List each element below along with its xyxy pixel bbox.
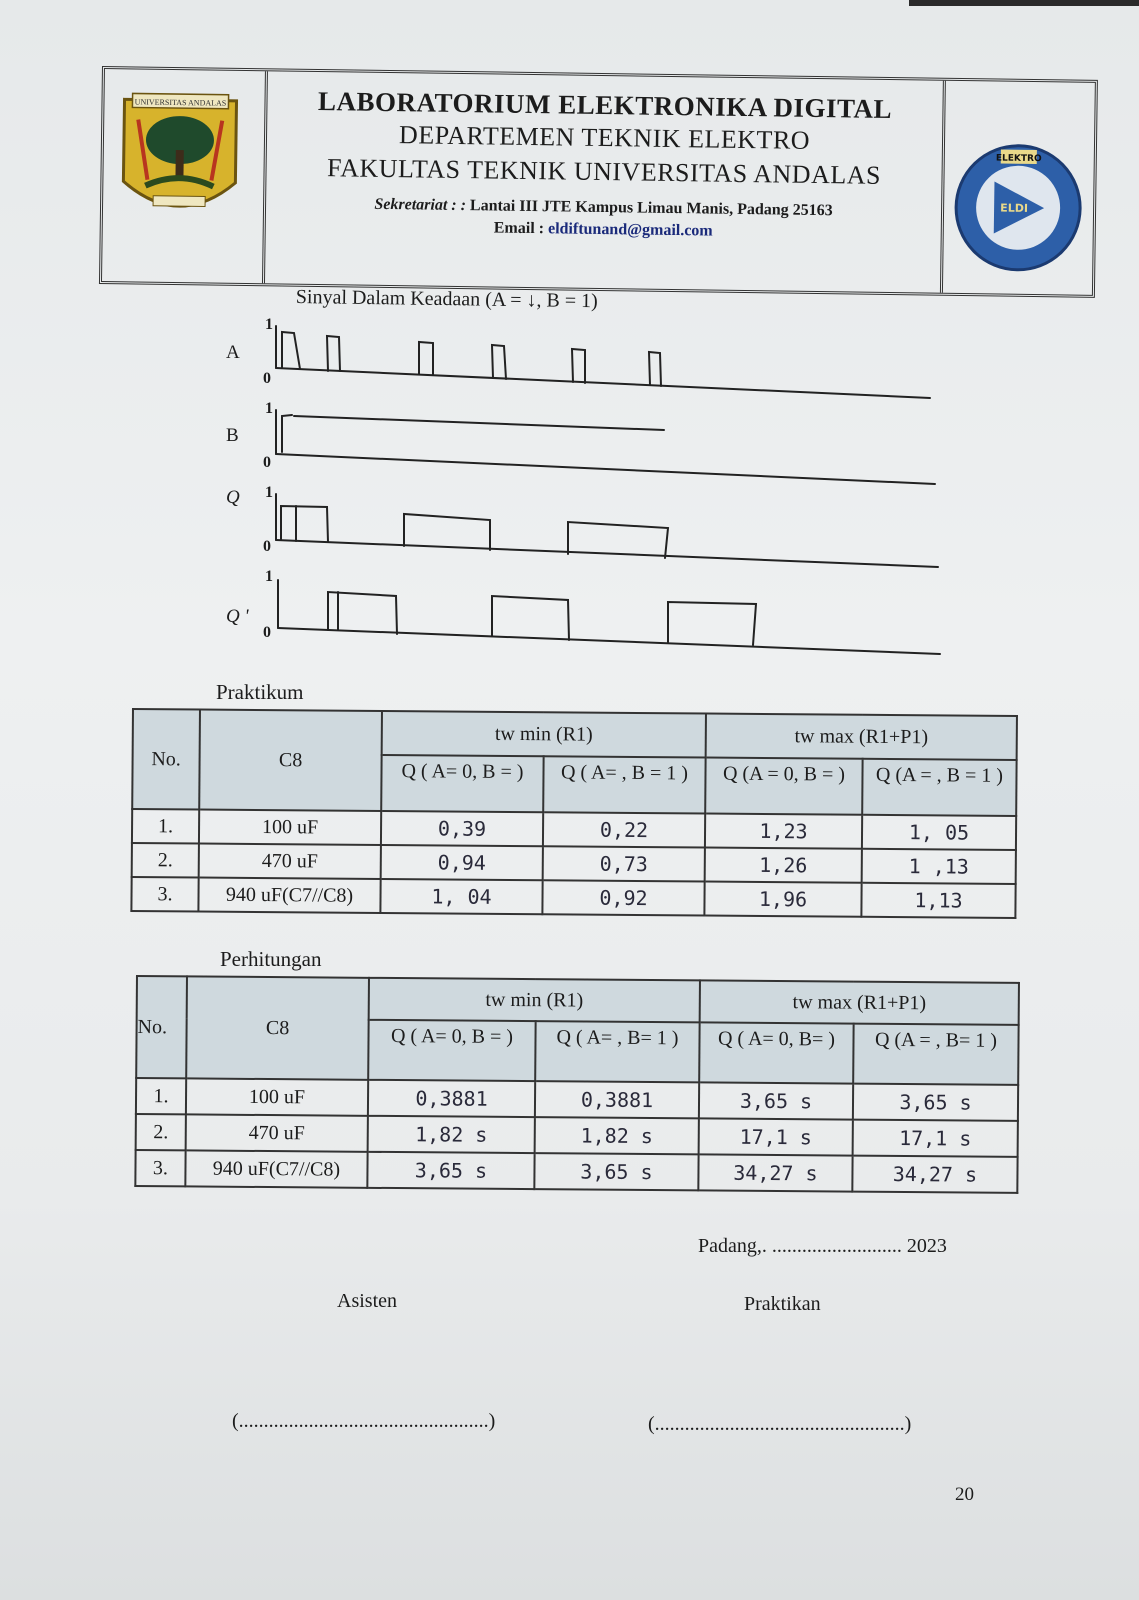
table-row xyxy=(135,1150,1017,1193)
row-number: 1. xyxy=(132,809,199,844)
q-pulse xyxy=(281,506,328,542)
handwritten-value: 3,65 s xyxy=(699,1082,853,1119)
letterhead-left-cell xyxy=(102,69,268,283)
tw-max-header: tw max (R1+P1) xyxy=(706,714,1017,760)
handwritten-value: 17,1 s xyxy=(699,1118,853,1155)
sub-header: Q (A = 0, B = ) xyxy=(705,758,862,815)
signal-label-a: A xyxy=(226,342,240,363)
student-label: Praktikan xyxy=(744,1293,821,1315)
secretariat-label: Sekretariat : : xyxy=(374,195,467,215)
email-address: eldiftunand@gmail.com xyxy=(547,220,713,240)
handwritten-value: 1,23 xyxy=(705,814,862,849)
letterhead-text xyxy=(265,71,943,292)
col-c8-header: C8 xyxy=(199,710,382,811)
assistant-label: Asisten xyxy=(337,1290,397,1312)
handwritten-value: 1,96 xyxy=(704,882,861,917)
letterhead xyxy=(99,66,1098,298)
sub-header: Q ( A= , B= 1 ) xyxy=(535,1021,699,1082)
handwritten-value: 0,92 xyxy=(542,880,704,915)
email-line xyxy=(266,216,941,243)
handwritten-value: 1, 05 xyxy=(862,815,1016,850)
top-edge-shadow xyxy=(909,0,1139,6)
b-high-level: 1 xyxy=(265,400,273,417)
handwritten-value: 0,39 xyxy=(381,811,543,846)
b-low-level: 0 xyxy=(263,454,271,471)
handwritten-value: 1 ,13 xyxy=(862,849,1016,884)
sub-header: Q ( A= 0, B = ) xyxy=(368,1020,535,1081)
tw-min-header: tw min (R1) xyxy=(369,978,700,1023)
handwritten-value: 0,73 xyxy=(543,846,705,881)
a-high-level: 1 xyxy=(265,316,273,333)
q-pulse xyxy=(568,522,668,558)
calculation-table xyxy=(134,975,1020,1194)
secretariat-address: Lantai III JTE Kampus Limau Manis, Padang 25163 xyxy=(469,197,833,220)
qbar-pulse xyxy=(668,602,756,645)
qbar-baseline xyxy=(278,628,940,654)
qbar-pulse xyxy=(328,592,397,634)
handwritten-value: 1,82 s xyxy=(535,1117,699,1154)
b-baseline xyxy=(276,454,935,484)
handwritten-value: 34,27 s xyxy=(852,1156,1017,1193)
row-number: 3. xyxy=(131,877,198,912)
handwritten-value: 1,26 xyxy=(705,848,862,883)
assistant-signature-line: (..................................................) xyxy=(232,1410,496,1432)
practicum-title: Praktikum xyxy=(216,680,304,704)
handwritten-value: 0,3881 xyxy=(535,1081,699,1118)
logo-center-text: ELDI xyxy=(1000,201,1029,215)
a-pulse xyxy=(419,342,433,375)
practicum-table xyxy=(130,708,1018,919)
q-low-level: 0 xyxy=(263,538,271,555)
capacitor-value: 470 uF xyxy=(199,844,381,879)
table-row xyxy=(131,877,1015,918)
sub-header: Q ( A= 0, B = ) xyxy=(381,755,543,812)
handwritten-value: 0,94 xyxy=(381,845,543,880)
letterhead-right-cell xyxy=(940,81,1095,295)
b-high-line xyxy=(294,416,664,430)
q-baseline xyxy=(276,540,938,567)
col-no-header: No. xyxy=(132,709,200,810)
logo-banner-text: ELEKTRO xyxy=(995,153,1042,165)
a-pulse xyxy=(572,349,585,383)
department-name: DEPARTEMEN TEKNIK ELEKTRO xyxy=(398,120,811,155)
tw-max-header: tw max (R1+P1) xyxy=(700,980,1019,1025)
col-no-header: No. xyxy=(136,976,187,1078)
crest-banner-text: UNIVERSITAS ANDALAS xyxy=(134,97,227,108)
a-baseline xyxy=(276,368,930,398)
q-pulse xyxy=(404,514,490,550)
a-pulse xyxy=(492,345,506,379)
handwritten-value: 3,65 s xyxy=(534,1153,698,1190)
col-c8-header: C8 xyxy=(186,976,369,1079)
row-number: 3. xyxy=(135,1150,185,1186)
signal-label-q-bar: Q ' xyxy=(226,606,249,627)
signal-label-b: B xyxy=(226,425,239,446)
qbar-high-level: 1 xyxy=(265,568,273,585)
handwritten-value: 0,3881 xyxy=(368,1080,535,1117)
tw-min-header: tw min (R1) xyxy=(382,711,706,758)
a-pulse xyxy=(282,332,300,369)
handwritten-value: 3,65 s xyxy=(853,1084,1018,1121)
row-number: 1. xyxy=(136,1078,186,1114)
handwritten-value: 1,13 xyxy=(861,883,1015,918)
faculty-name: FAKULTAS TEKNIK UNIVERSITAS ANDALAS xyxy=(326,153,882,190)
handwritten-value: 34,27 s xyxy=(698,1154,852,1191)
handwritten-value: 1, 04 xyxy=(380,879,542,914)
a-pulse xyxy=(649,352,661,386)
handwritten-value: 17,1 s xyxy=(853,1120,1018,1157)
signal-label-q: Q xyxy=(226,487,240,508)
sub-header: Q (A = , B= 1 ) xyxy=(853,1024,1018,1085)
a-pulse xyxy=(327,336,340,371)
row-number: 2. xyxy=(136,1114,186,1150)
capacitor-value: 940 uF(C7//C8) xyxy=(198,878,380,913)
qbar-pulse xyxy=(492,596,569,640)
row-number: 2. xyxy=(132,843,199,878)
capacitor-value: 940 uF(C7//C8) xyxy=(185,1150,367,1187)
a-low-level: 0 xyxy=(263,370,271,387)
q-high-level: 1 xyxy=(265,484,273,501)
student-signature-line: (..................................................) xyxy=(648,1413,912,1435)
capacitor-value: 100 uF xyxy=(186,1078,368,1115)
handwritten-value: 3,65 s xyxy=(367,1152,534,1189)
lab-logo-icon xyxy=(951,141,1085,275)
qbar-low-level: 0 xyxy=(263,624,271,641)
b-falling-edge xyxy=(282,415,292,452)
lab-name: LABORATORIUM ELEKTRONIKA DIGITAL xyxy=(317,86,893,125)
capacitor-value: 470 uF xyxy=(186,1114,368,1151)
calculation-title: Perhitungan xyxy=(220,947,322,971)
sub-header: Q ( A= , B = 1 ) xyxy=(543,756,705,813)
sub-header: Q (A = , B = 1 ) xyxy=(862,759,1016,816)
email-label: Email : xyxy=(493,219,545,238)
page-number: 20 xyxy=(955,1484,974,1505)
handwritten-value: 1,82 s xyxy=(368,1116,535,1153)
sub-header: Q ( A= 0, B= ) xyxy=(699,1022,853,1083)
capacitor-value: 100 uF xyxy=(199,810,381,845)
place-date-line: Padang,. .......................... 2023 xyxy=(698,1235,947,1257)
handwritten-value: 0,22 xyxy=(543,812,705,847)
university-crest-icon xyxy=(117,89,243,231)
signal-section-title: Sinyal Dalam Keadaan (A = ↓, B = 1) xyxy=(295,286,598,313)
